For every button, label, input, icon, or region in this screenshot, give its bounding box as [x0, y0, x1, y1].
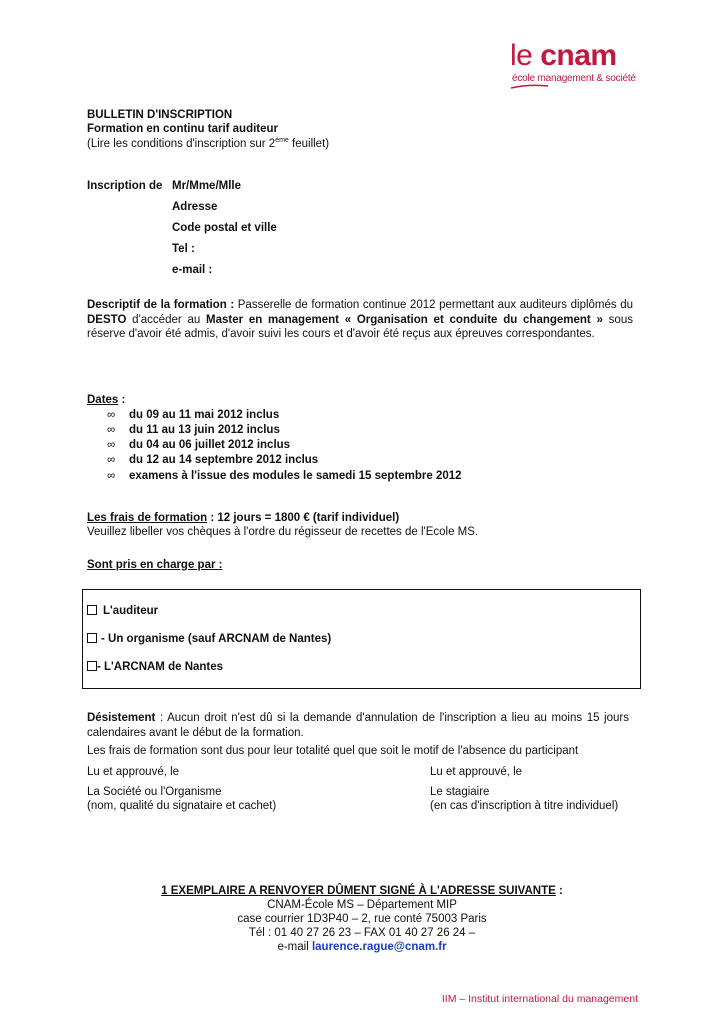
note-post: feuillet) — [288, 137, 330, 150]
logo-le: le — [510, 39, 541, 72]
email-label: e-mail — [277, 941, 312, 953]
left-approved: Lu et approuvé, le — [87, 766, 180, 778]
date-item-text: du 09 au 11 mai 2012 inclus — [129, 409, 280, 421]
cnam-logo — [510, 40, 640, 90]
checkbox-icon[interactable] — [87, 661, 97, 671]
desistement-label: Désistement — [87, 712, 156, 724]
note-pre: (Lire les conditions d'inscription sur 2 — [87, 137, 276, 150]
form-title: BULLETIN D'INSCRIPTION — [87, 109, 233, 121]
address-email-line — [0, 940, 724, 955]
logo-wordmark — [510, 36, 617, 75]
date-item — [107, 408, 279, 423]
dates-heading — [87, 393, 125, 408]
descriptif-paragraph — [87, 298, 633, 342]
option-arcnam[interactable] — [87, 660, 223, 675]
dates-colon: : — [118, 394, 126, 406]
date-item — [107, 423, 280, 438]
left-signatory-detail: (nom, qualité du signataire et cachet) — [87, 800, 277, 812]
bullet-infinity-icon: ∞ — [107, 454, 116, 466]
address-line-3: Tél : 01 40 27 26 23 – FAX 01 40 27 26 24 – — [248, 927, 476, 939]
left-signatory-title: La Société ou l'Organisme — [87, 786, 222, 798]
logo-tagline: école management & société — [512, 73, 636, 84]
date-item-text: du 12 au 14 septembre 2012 inclus — [129, 454, 319, 466]
logo-swoosh-icon — [510, 84, 550, 90]
logo-cnam: cnam — [540, 39, 617, 72]
footer-institute: IIM – Institut international du management — [441, 993, 638, 1005]
address-heading-colon: : — [555, 885, 563, 897]
descriptif-text2: d'accéder au — [126, 313, 206, 326]
descriptif-text1: Passerelle de formation continue 2012 permettant aux auditeurs diplômés du — [234, 299, 633, 311]
field-email: e-mail : — [172, 264, 213, 276]
bullet-infinity-icon: ∞ — [107, 470, 116, 482]
address-heading-text: 1 EXEMPLAIRE A RENVOYER DÛMENT SIGNÉ À L'ADRESSE SUIVANTE — [161, 885, 556, 897]
desistement-text: : Aucun droit n'est dû si la demande d'annulation de l'inscription a lieu au moins 15 jours calendaires avant le début de la formation. — [87, 712, 629, 739]
right-signatory-detail: (en cas d'inscription à titre individuel) — [430, 800, 619, 812]
return-address-heading — [0, 884, 724, 899]
frais-line — [87, 511, 399, 526]
desistement-paragraph — [87, 711, 629, 740]
checkbox-icon[interactable] — [87, 605, 97, 615]
dates-label: Dates — [87, 394, 119, 406]
field-tel: Tel : — [172, 243, 195, 255]
frais-dus-note: Les frais de formation sont dus pour leur totalité quel que soit le motif de l'absence du participant — [87, 745, 579, 757]
note-sup: ème — [275, 137, 289, 144]
option-label: L'auditeur — [103, 605, 159, 617]
descriptif-desto: DESTO — [87, 313, 127, 326]
frais-note: Veuillez libeller vos chèques à l'ordre du régisseur de recettes de l'Ecole MS. — [87, 526, 479, 538]
option-auditeur[interactable] — [87, 604, 158, 619]
field-civility: Mr/Mme/Mlle — [172, 180, 242, 192]
checkbox-icon[interactable] — [87, 633, 97, 643]
form-note — [87, 136, 329, 152]
date-item — [107, 469, 462, 484]
option-label: - L'ARCNAM de Nantes — [97, 661, 224, 673]
address-line-1: CNAM-École MS – Département MIP — [267, 899, 457, 911]
frais-label: Les frais de formation — [87, 512, 208, 524]
bullet-infinity-icon: ∞ — [107, 409, 116, 421]
right-signatory-title: Le stagiaire — [430, 786, 490, 798]
email-link[interactable]: laurence.rague@cnam.fr — [311, 941, 447, 953]
descriptif-master: Master en management « Organisation et conduite du changement » — [206, 313, 603, 326]
date-item — [107, 438, 290, 453]
descriptif-label: Descriptif de la formation : — [87, 299, 235, 311]
option-organisme[interactable] — [87, 632, 331, 647]
date-item-text: du 04 au 06 juillet 2012 inclus — [129, 439, 291, 451]
inscription-label: Inscription de — [87, 180, 163, 192]
bullet-infinity-icon: ∞ — [107, 424, 116, 436]
right-approved: Lu et approuvé, le — [430, 766, 523, 778]
date-item — [107, 453, 318, 468]
date-item-text: du 11 au 13 juin 2012 inclus — [129, 424, 280, 436]
bullet-infinity-icon: ∞ — [107, 439, 116, 451]
prise-en-charge-heading: Sont pris en charge par : — [87, 559, 223, 571]
field-postal-city: Code postal et ville — [172, 222, 277, 234]
date-item-text: examens à l'issue des modules le samedi 15 septembre 2012 — [129, 470, 462, 482]
descriptif-text3: sous réserve d'avoir été admis, d'avoir suivi les cours et d'avoir été reçus aux épreuves correspondantes. — [87, 313, 633, 340]
form-subtitle: Formation en continu tarif auditeur — [87, 123, 279, 135]
frais-value: : 12 jours = 1800 € (tarif individuel) — [207, 512, 400, 524]
field-address: Adresse — [172, 201, 218, 213]
option-label: - Un organisme (sauf ARCNAM de Nantes) — [101, 633, 332, 645]
address-line-2: case courrier 1D3P40 – 2, rue conté 75003 Paris — [237, 913, 487, 925]
